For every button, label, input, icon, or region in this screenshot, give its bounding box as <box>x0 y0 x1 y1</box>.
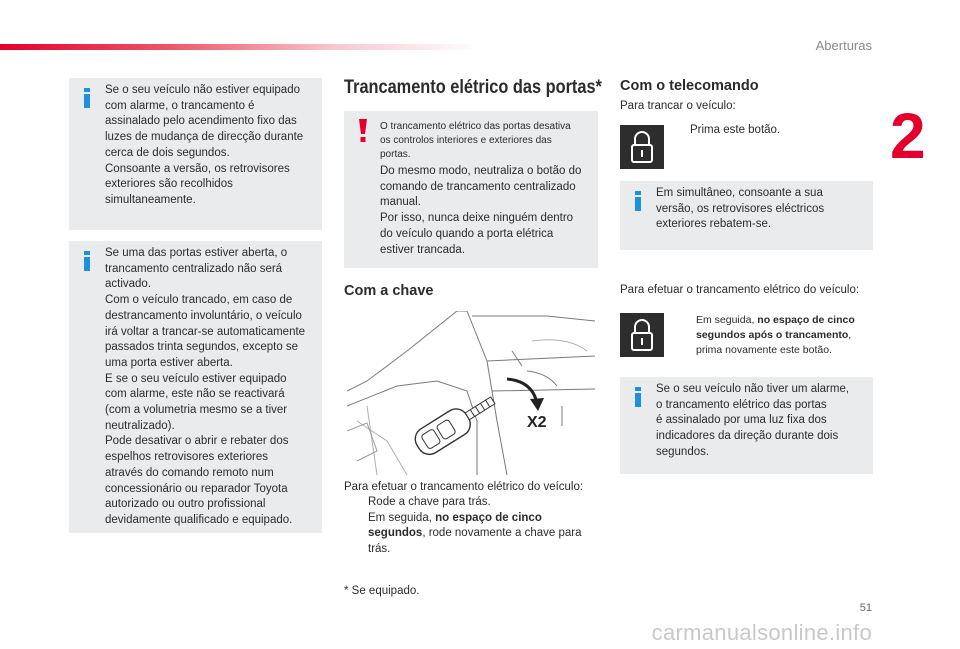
text-line: o trancamento elétrico das portas <box>656 398 827 411</box>
text-line: Se o seu veículo não estiver equipado <box>105 84 300 96</box>
text-line: estiver trancada. <box>380 243 466 256</box>
text-line: portas. <box>380 149 411 160</box>
repeat-label: X2 <box>527 414 547 431</box>
remote-intro-2: Para efetuar o trancamento elétrico do veículo: <box>620 284 860 296</box>
key-intro: Para efetuar o trancamento elétrico do veículo: <box>344 481 584 493</box>
key-step-1: Rode a chave para trás. <box>368 496 491 508</box>
info-box-text <box>105 246 316 529</box>
text-line: Consoante a versão, os retrovisores <box>105 162 290 175</box>
text-line: exteriores são recolhidos <box>105 178 233 191</box>
lock-button-image <box>620 313 664 357</box>
info-box-no-alarm <box>620 377 873 474</box>
text-line: através do comando remoto num <box>105 466 274 479</box>
info-box-alarm <box>69 78 322 230</box>
text-line: uma porta estiver aberta. <box>105 356 233 369</box>
text-line: segundos. <box>656 445 710 458</box>
info-icon <box>81 88 93 108</box>
text-line: concessionário ou reparador Toyota <box>105 482 288 495</box>
info-box-text <box>105 83 316 209</box>
info-box-mirrors <box>620 181 873 250</box>
text-line: espelhos retrovisores exteriores <box>105 451 268 464</box>
text-line: assinalado pelo acendimento fixo das <box>105 115 297 128</box>
text-line: é assinalado por uma luz fixa dos <box>656 414 827 427</box>
text-line: luzes de mudança de direcção durante <box>105 131 304 144</box>
warning-text <box>380 120 592 258</box>
info-icon <box>81 251 93 271</box>
press-button-2: Em seguida, no espaço de cinco segundos após o trancamento, prima novamente este botão. <box>696 314 855 356</box>
text-line: manual. <box>380 196 421 209</box>
warning-box <box>344 111 598 268</box>
text-line: Do mesmo modo, neutraliza o botão do <box>380 165 582 177</box>
watermark: carmanualsonline.info <box>651 620 872 645</box>
text-line: passados trinta segundos, excepto se <box>105 341 299 354</box>
info-box-door-open <box>69 241 322 533</box>
text-line: destrancamento involuntário, o veículo <box>105 309 302 322</box>
text-line: (com a volumetria mesmo se a tiver <box>105 404 288 417</box>
text-line: simultaneamente. <box>105 193 196 206</box>
text-line: Com o veículo trancado, em caso de <box>105 294 293 307</box>
text-line: autorizado ou outro profissional <box>105 498 266 511</box>
key-steps <box>344 495 602 557</box>
text-line: O trancamento elétrico das portas desativa <box>380 121 571 132</box>
padlock-icon <box>620 125 664 169</box>
text-line: irá voltar a trancar-se automaticamente <box>105 325 306 338</box>
section-heading-electric-lock: Trancamento elétrico das portas* <box>344 77 602 98</box>
text-line: os controlos interiores e exteriores das <box>380 135 552 146</box>
text-line: do veículo quando a porta elétrica <box>380 227 554 240</box>
subheading-with-key: Com a chave <box>344 283 434 299</box>
text-line: exteriores rebatem-se. <box>656 218 772 231</box>
warning-icon <box>357 119 369 143</box>
text-line: neutralizado). <box>105 419 175 432</box>
text-line: Se uma das portas estiver aberta, o <box>105 247 288 259</box>
info-icon <box>632 387 644 407</box>
text-line: Pode desativar o abrir e rebater dos <box>105 435 289 448</box>
text-line: E se o seu veículo estiver equipado <box>105 372 287 385</box>
text-line: versão, os retrovisores eléctricos <box>656 202 825 215</box>
footnote: * Se equipado. <box>344 585 420 597</box>
text-line: indicadores da direção durante dois <box>656 430 839 443</box>
text-line: cerca de dois segundos. <box>105 146 230 159</box>
text-line: Em simultâneo, consoante a sua <box>656 187 823 199</box>
text-line: trancamento centralizado não será <box>105 262 283 275</box>
text-line: Se o seu veículo não tiver um alarme, <box>656 383 850 395</box>
info-box-text <box>656 382 867 461</box>
chapter-color-bar <box>0 44 480 50</box>
text-line: comando de trancamento centralizado <box>380 180 576 193</box>
text-line: com alarme, o trancamento é <box>105 99 255 112</box>
info-icon <box>632 191 644 211</box>
key-step-2: Em seguida, no espaço de cinco segundos, rode novamente a chave para trás. <box>368 511 582 555</box>
remote-intro-1: Para trancar o veículo: <box>620 100 736 112</box>
text-line: Por isso, nunca deixe ninguém dentro <box>380 212 574 225</box>
padlock-icon <box>620 313 664 357</box>
press-button-1: Prima este botão. <box>690 124 781 136</box>
text-line: com alarme, este não se reactivará <box>105 388 285 401</box>
info-box-text <box>656 186 867 233</box>
subheading-with-remote: Com o telecomando <box>620 78 759 94</box>
chapter-number: 2 <box>890 100 926 172</box>
lock-button-image <box>620 125 664 169</box>
key-lock-illustration <box>347 311 595 475</box>
page-number: 51 <box>859 602 872 614</box>
section-title: Aberturas <box>815 38 872 53</box>
text-line: devidamente qualificado e equipado. <box>105 513 293 526</box>
text-line: activado. <box>105 278 152 291</box>
